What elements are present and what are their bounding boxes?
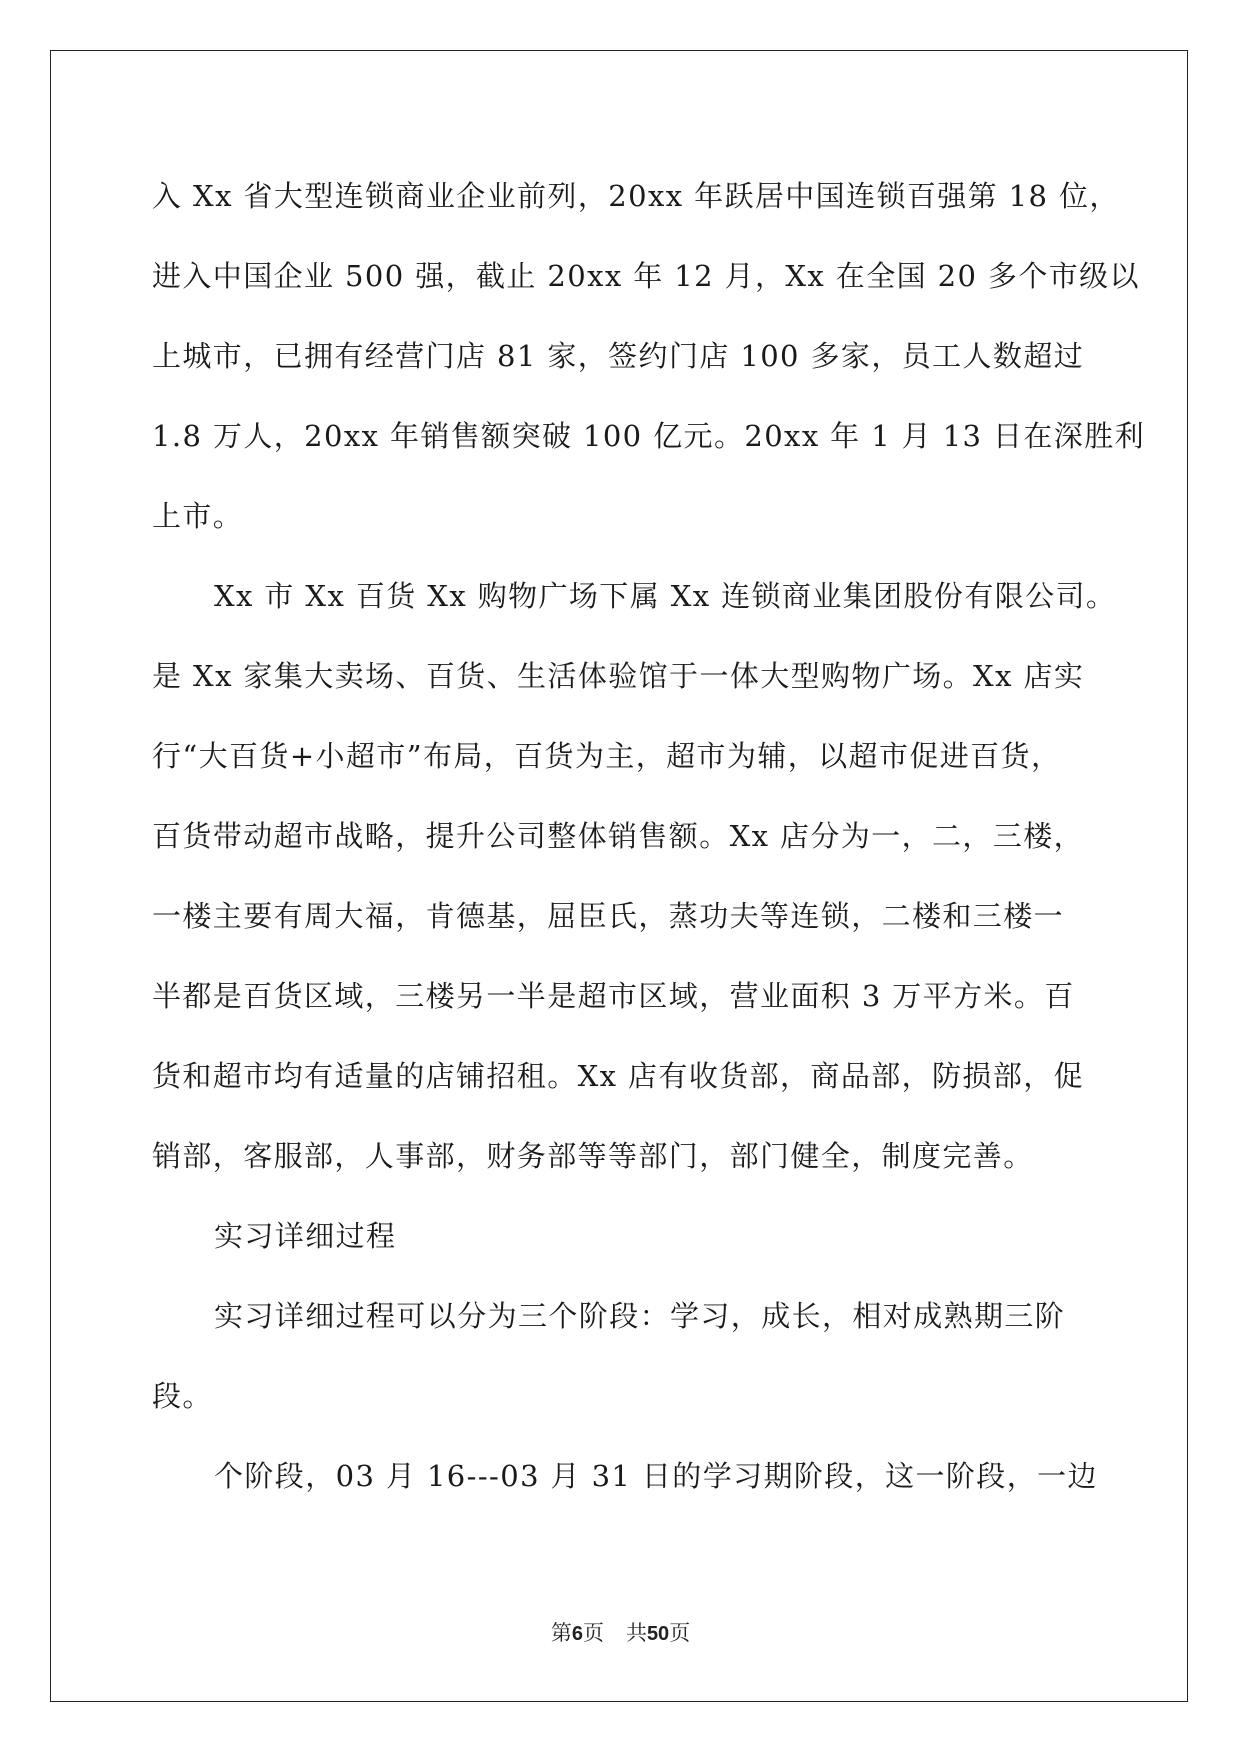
page-prefix: 第: [550, 1621, 572, 1645]
page-suffix: 页: [582, 1621, 604, 1645]
total-pages: 50: [646, 1623, 670, 1645]
body-text-line: 1.8 万人，20xx 年销售额突破 100 亿元。20xx 年 1 月 13 日在深胜利: [152, 419, 1146, 453]
page-footer: [0, 1620, 1241, 1647]
body-text-line: 一楼主要有周大福，肯德基，屈臣氏，蒸功夫等连锁，二楼和三楼一: [152, 899, 1065, 933]
body-text-line: 个阶段，03 月 16---03 月 31 日的学习期阶段，这一阶段，一边: [214, 1459, 1098, 1493]
body-text-line: 进入中国企业 500 强，截止 20xx 年 12 月，Xx 在全国 20 多个市级以: [152, 259, 1140, 293]
body-text-line: 行“大百货+小超市”布局，百货为主，超市为辅，以超市促进百货，: [152, 739, 1062, 773]
section-heading: 实习详细过程: [214, 1219, 397, 1253]
page-number: 6: [571, 1623, 583, 1645]
body-text-line: 销部，客服部，人事部，财务部等等部门，部门健全，制度完善。: [152, 1139, 1034, 1173]
body-text-line: 入 Xx 省大型连锁商业企业前列，20xx 年跃居中国连锁百强第 18 位，: [152, 179, 1120, 213]
total-prefix: 共: [625, 1621, 647, 1645]
body-text-line: 半都是百货区域，三楼另一半是超市区域，营业面积 3 万平方米。百: [152, 979, 1075, 1013]
body-text-line: Xx 市 Xx 百货 Xx 购物广场下属 Xx 连锁商业集团股份有限公司。: [214, 579, 1117, 613]
page-border: [50, 50, 1188, 1702]
body-text-line: 百货带动超市战略，提升公司整体销售额。Xx 店分为一，二，三楼，: [152, 819, 1085, 853]
total-suffix: 页: [669, 1621, 691, 1645]
body-text-line: 实习详细过程可以分为三个阶段：学习，成长，相对成熟期三阶: [214, 1299, 1066, 1333]
body-text-line: 段。: [152, 1379, 213, 1413]
body-text-line: 上市。: [152, 499, 244, 533]
body-text-line: 是 Xx 家集大卖场、百货、生活体验馆于一体大型购物广场。Xx 店实: [152, 659, 1085, 693]
body-text-line: 上城市，已拥有经营门店 81 家，签约门店 100 多家，员工人数超过: [152, 339, 1085, 373]
body-text-line: 货和超市均有适量的店铺招租。Xx 店有收货部，商品部，防损部，促: [152, 1059, 1085, 1093]
